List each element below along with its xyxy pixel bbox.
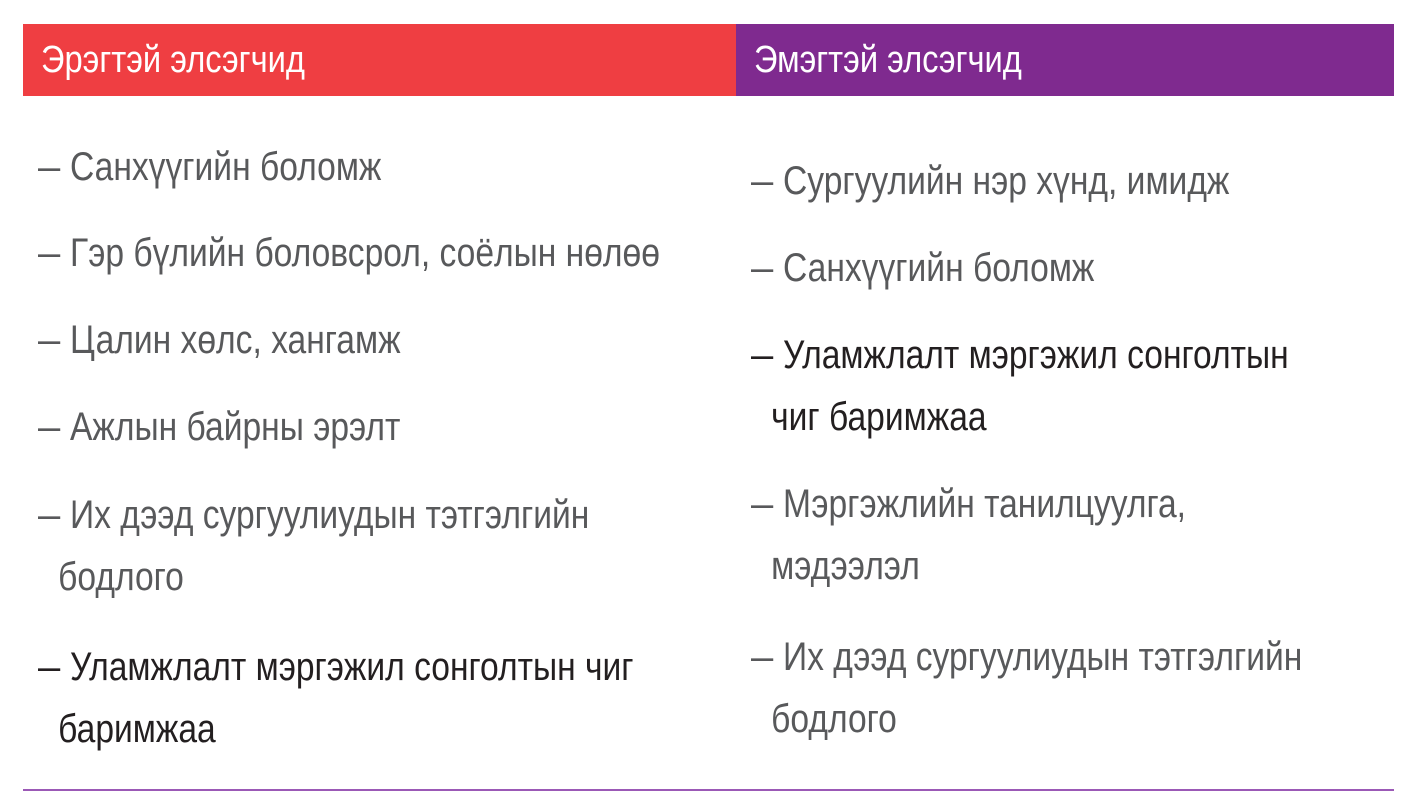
male-column-header — [23, 24, 736, 96]
list-item: – Их дээд сургуулиудын тэтгэлгийн бодлого — [38, 493, 590, 599]
list-item: – Уламжлалт мэргэжил сонголтын чиг баримжаа — [751, 333, 1289, 439]
list-item: – Санхүүгийн боломж — [38, 145, 382, 189]
list-item: – Сургуулийн нэр хүнд, имидж — [751, 159, 1230, 203]
list-item: – Ажлын байрны эрэлт — [38, 405, 401, 449]
list-item: – Гэр бүлийн боловсрол, соёлын нөлөө — [38, 231, 660, 275]
list-item: – Цалин хөлс, хангамж — [38, 318, 401, 362]
male-column-title: Эрэгтэй элсэгчид — [41, 39, 305, 81]
list-item: – Уламжлалт мэргэжил сонголтын чиг баримжаа — [38, 645, 634, 751]
female-column-title: Эмэгтэй элсэгчид — [754, 39, 1022, 81]
list-item: – Мэргэжлийн танилцуулга, мэдээлэл — [751, 482, 1186, 588]
male-column — [23, 24, 736, 751]
female-column-header — [736, 24, 1394, 96]
bottom-divider — [23, 789, 1394, 791]
list-item: – Санхүүгийн боломж — [751, 246, 1095, 290]
list-item: – Их дээд сургуулиудын тэтгэлгийн бодлого — [751, 635, 1303, 741]
female-column — [736, 24, 1394, 741]
